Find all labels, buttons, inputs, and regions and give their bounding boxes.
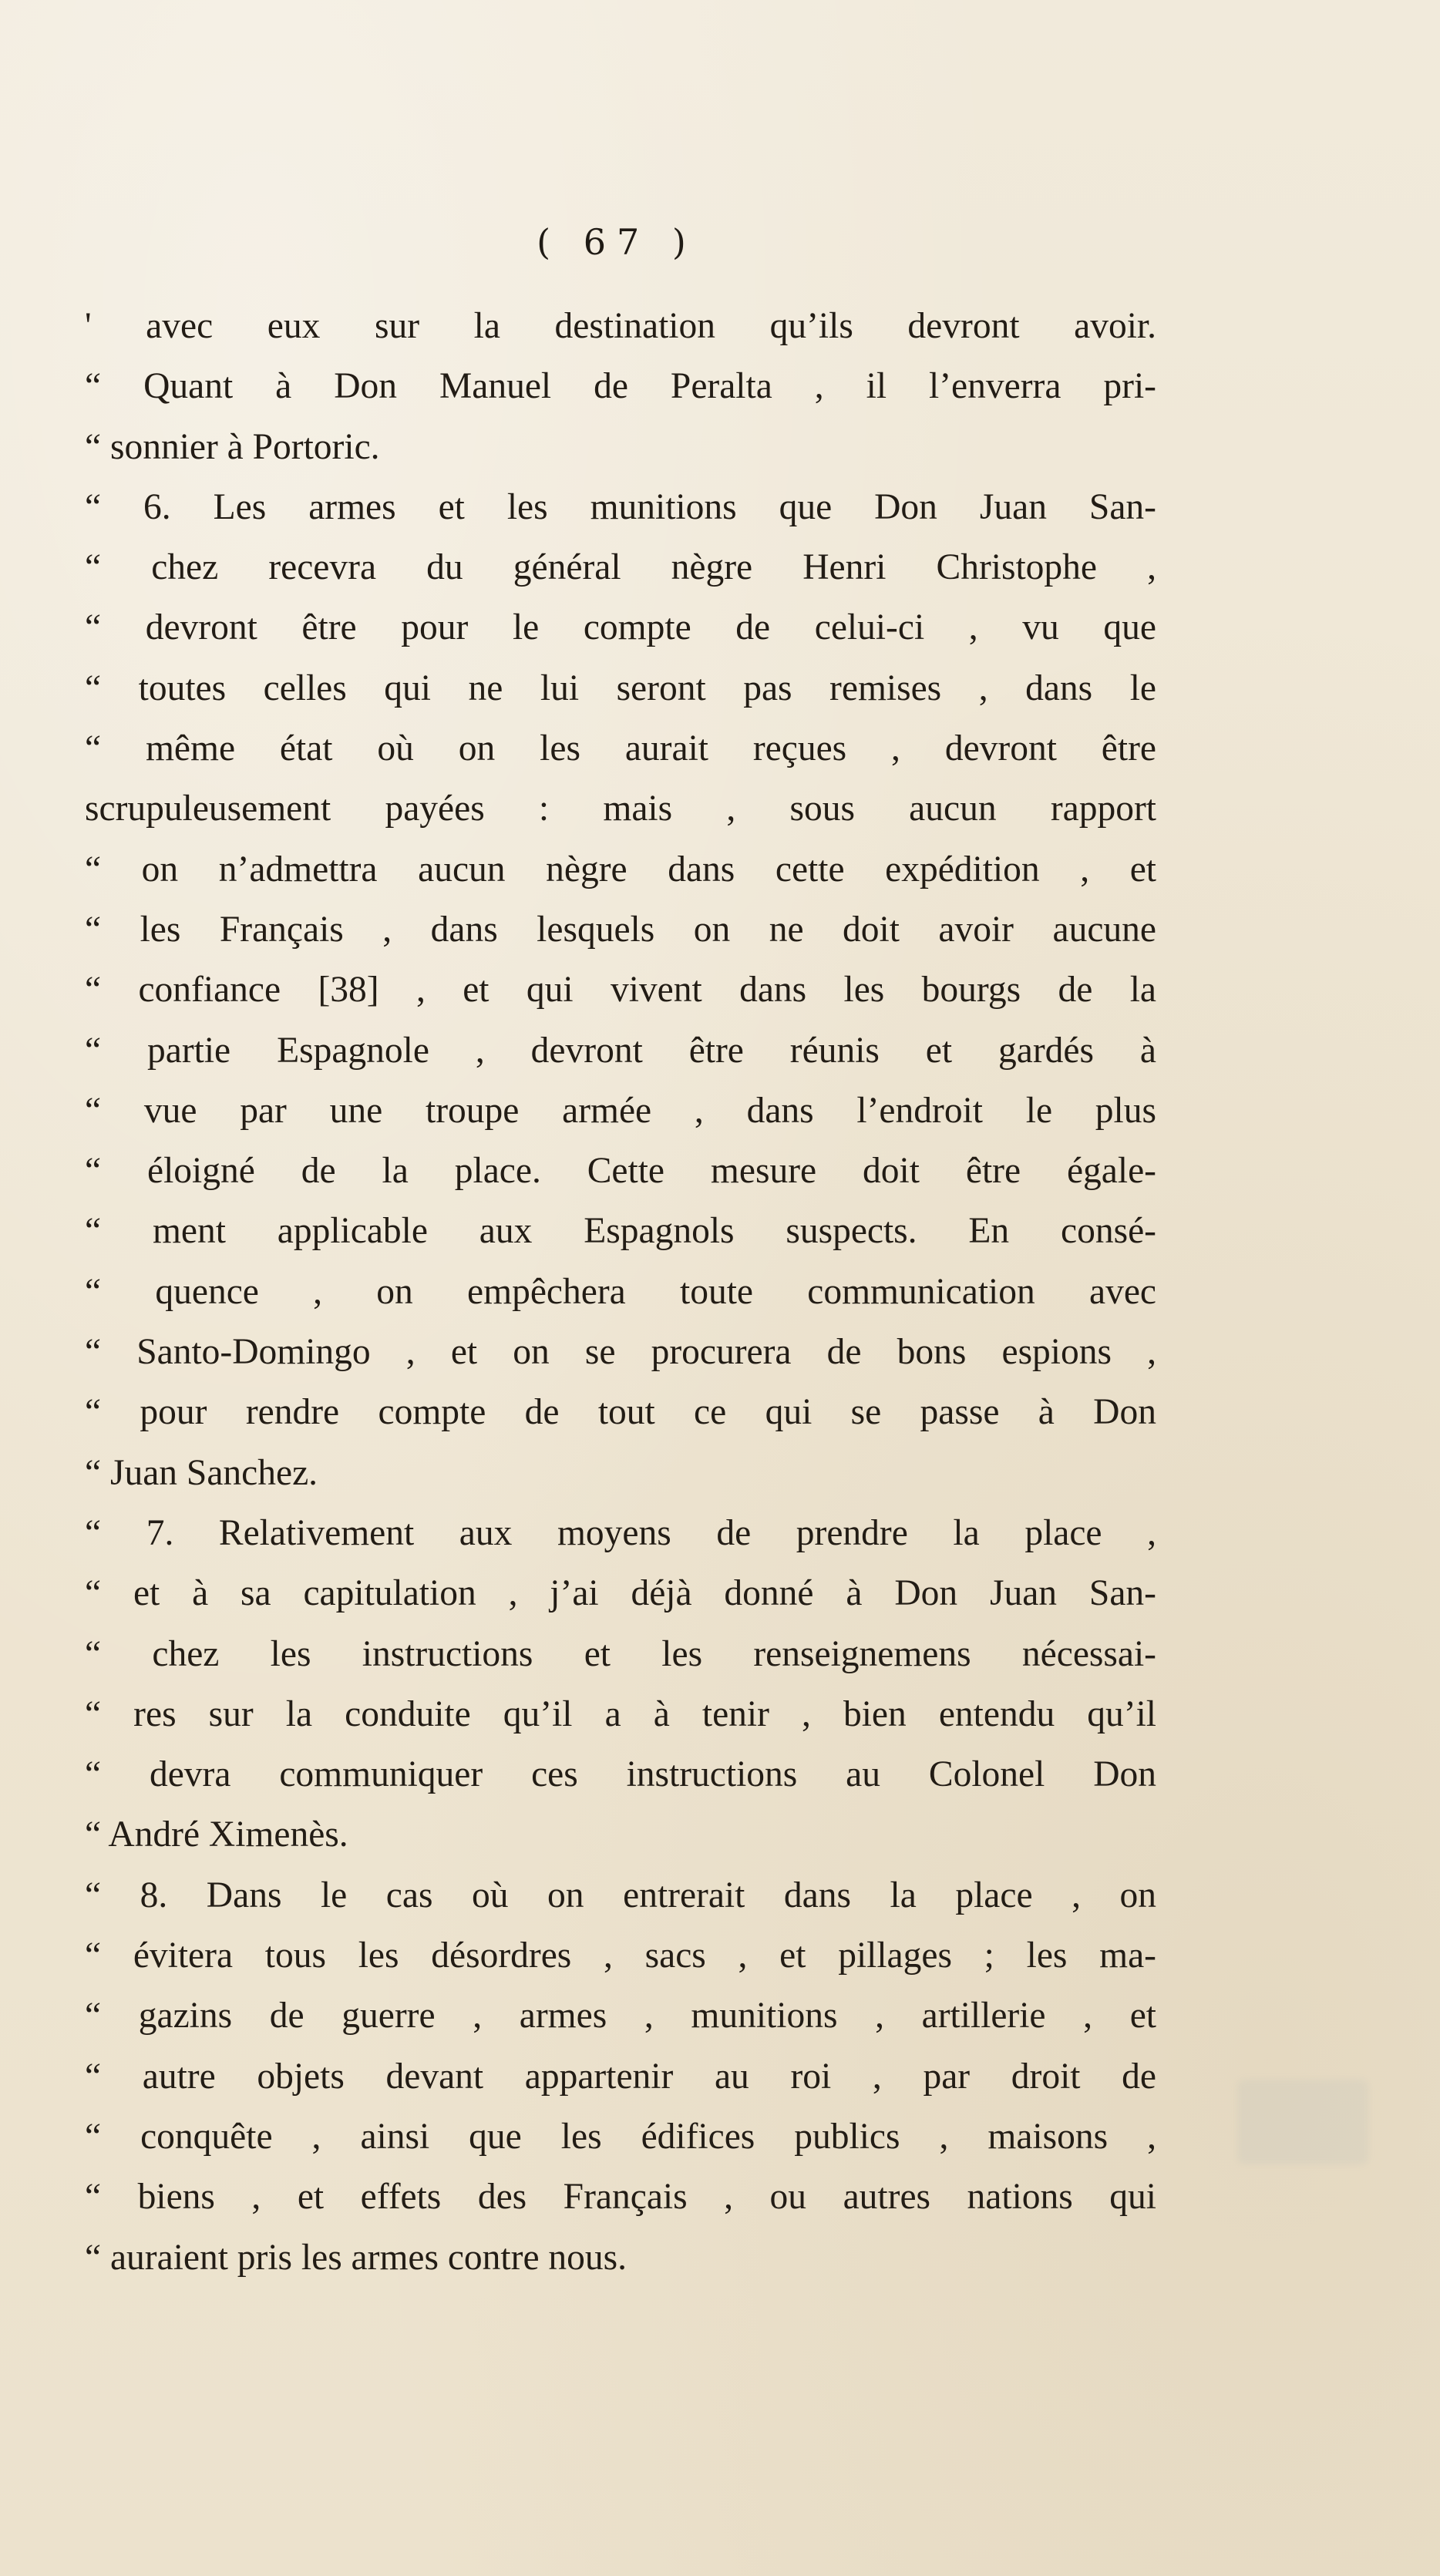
text-line: “ devront être pour le compte de celui-ci , vu que <box>85 607 1156 648</box>
text-line: “ chez les instructions et les renseignemens nécessai- <box>85 1633 1156 1674</box>
text-line: “ 6. Les armes et les munitions que Don Juan San- <box>85 486 1156 527</box>
text-line: “ chez recevra du général nègre Henri Christophe , <box>85 547 1156 588</box>
text-line: “ toutes celles qui ne lui seront pas remises , dans le <box>85 668 1156 708</box>
text-line: “ Quant à Don Manuel de Peralta , il l’enverra pri- <box>85 366 1156 407</box>
text-line: “ conquête , ainsi que les édifices publics , maisons , <box>85 2116 1156 2157</box>
text-line: “ autre objets devant appartenir au roi , par droit de <box>85 2056 1156 2097</box>
text-line: “ biens , et effets des Français , ou autres nations qui <box>85 2177 1156 2218</box>
text-line: “ vue par une troupe armée , dans l’endroit le plus <box>85 1090 1156 1131</box>
text-line: “ partie Espagnole , devront être réunis et gardés à <box>85 1030 1156 1071</box>
text-line: “ évitera tous les désordres , sacs , et pillages ; les ma- <box>85 1935 1156 1976</box>
text-line: “ res sur la conduite qu’il a à tenir , bien entendu qu’il <box>85 1693 1156 1734</box>
text-line: “ même état où on les aurait reçues , devront être <box>85 728 1156 769</box>
text-line: “ quence , on empêchera toute communication avec <box>85 1271 1156 1312</box>
text-line: “ André Ximenès. <box>85 1814 348 1855</box>
text-line: “ et à sa capitulation , j’ai déjà donné à Don Juan San- <box>85 1573 1156 1614</box>
text-line: “ on n’admettra aucun nègre dans cette expédition , et <box>85 849 1156 889</box>
text-line: ' avec eux sur la destination qu’ils devront avoir. <box>85 306 1156 346</box>
text-line: “ éloigné de la place. Cette mesure doit être égale- <box>85 1151 1156 1192</box>
text-line: “ 8. Dans le cas où on entrerait dans la place , on <box>85 1875 1156 1915</box>
text-line: “ Santo-Domingo , et on se procurera de bons espions , <box>85 1332 1156 1373</box>
body-text <box>85 296 1156 2288</box>
text-line: “ devra communiquer ces instructions au Colonel Don <box>85 1754 1156 1795</box>
page-number: ( 67 ) <box>537 221 697 263</box>
text-line: “ sonnier à Portoric. <box>85 426 380 467</box>
text-line: “ auraient pris les armes contre nous. <box>85 2237 627 2278</box>
text-line: “ Juan Sanchez. <box>85 1452 318 1493</box>
text-line: “ les Français , dans lesquels on ne doit avoir aucune <box>85 909 1156 950</box>
text-line: “ confiance [38] , et qui vivent dans les bourgs de la <box>85 970 1156 1011</box>
show-through-stain <box>1237 2080 1368 2164</box>
text-line: scrupuleusement payées : mais , sous aucun rapport <box>85 789 1156 829</box>
text-line: “ 7. Relativement aux moyens de prendre la place , <box>85 1512 1156 1553</box>
text-line: “ gazins de guerre , armes , munitions , artillerie , et <box>85 1996 1156 2036</box>
text-line: “ pour rendre compte de tout ce qui se passe à Don <box>85 1392 1156 1433</box>
text-line: “ ment applicable aux Espagnols suspects. En consé- <box>85 1211 1156 1252</box>
